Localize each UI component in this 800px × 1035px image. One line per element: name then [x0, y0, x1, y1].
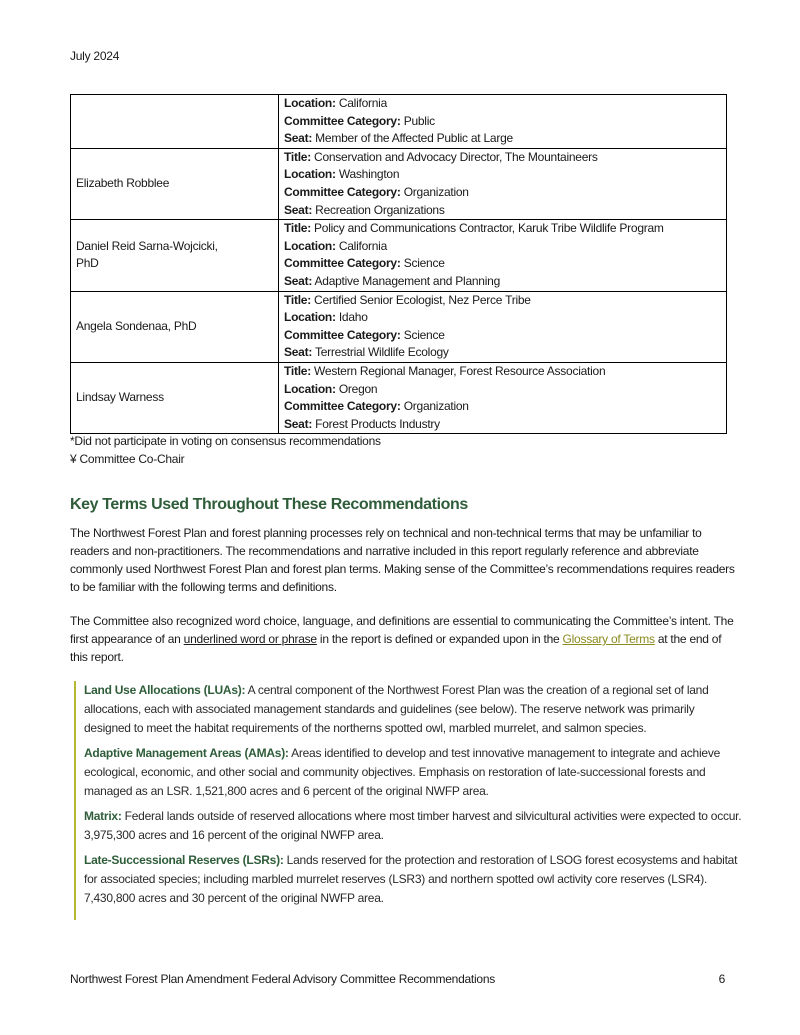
- detail-label: Location:: [284, 238, 336, 253]
- detail-label: Committee Category:: [284, 399, 401, 414]
- detail-value: Recreation Organizations: [312, 202, 445, 217]
- note-cochair: ¥ Committee Co-Chair: [70, 452, 185, 466]
- detail-line: [284, 363, 721, 381]
- detail-value: Western Regional Manager, Forest Resource Association: [310, 363, 606, 378]
- detail-label: Title:: [284, 221, 311, 236]
- definition-text: Federal lands outside of reserved allocations where most timber harvest and silvicultural activities were expected to occur. 3,975,300 acres and 16 percent of the original NWFP area.: [84, 809, 742, 842]
- detail-line: [284, 149, 721, 167]
- detail-line: [284, 327, 721, 345]
- member-details: [279, 220, 727, 291]
- detail-label: Title:: [284, 149, 311, 164]
- definition-text: Lands reserved for the protection and restoration of LSOG forest ecosystems and habitat for associated species; including marbled murrelet reserves (LSR3) and northern spotted owl activity core reserves (LSR4). 7,430,800 acres and 30 percent of the original NWFP area.: [84, 853, 738, 905]
- detail-value: Adaptive Management and Planning: [312, 273, 500, 288]
- definition-item: [84, 681, 744, 738]
- detail-value: Science: [400, 327, 445, 342]
- table-row: [71, 95, 727, 149]
- detail-label: Title:: [284, 363, 311, 378]
- definition-term: Matrix:: [84, 809, 122, 823]
- detail-line: [284, 344, 721, 362]
- detail-line: [284, 255, 721, 273]
- definition-text: Areas identified to develop and test innovative management to integrate and achieve ecological, economic, and other social and community objectives. Emphasis on restoration of late-successional forests and managed as an LSR. 1,521,800 acres and 6 percent of the original NWFP area.: [84, 746, 720, 798]
- detail-label: Committee Category:: [284, 113, 401, 128]
- glossary-link[interactable]: Glossary of Terms: [562, 632, 655, 646]
- detail-label: Committee Category:: [284, 256, 401, 271]
- glossary-paragraph: [70, 612, 735, 666]
- detail-line: [284, 273, 721, 291]
- detail-label: Seat:: [284, 131, 313, 146]
- member-name: Lindsay Warness: [71, 362, 279, 433]
- detail-value: Conservation and Advocacy Director, The Mountaineers: [310, 149, 598, 164]
- detail-line: [284, 381, 721, 399]
- detail-value: Terrestrial Wildlife Ecology: [312, 345, 449, 360]
- definition-term: Late-Successional Reserves (LSRs):: [84, 853, 284, 867]
- detail-label: Seat:: [284, 202, 313, 217]
- detail-line: [284, 184, 721, 202]
- detail-line: [284, 238, 721, 256]
- text: at the end of this report.: [70, 632, 722, 664]
- definition-item: [84, 744, 744, 801]
- member-name: Elizabeth Robblee: [71, 148, 279, 219]
- detail-line: [284, 416, 721, 434]
- definition-item: [84, 851, 744, 908]
- member-details: [279, 362, 727, 433]
- detail-line: [284, 95, 721, 113]
- committee-members-table: [70, 94, 727, 434]
- detail-label: Location:: [284, 310, 336, 325]
- detail-label: Committee Category:: [284, 184, 401, 199]
- detail-line: [284, 398, 721, 416]
- intro-paragraph: The Northwest Forest Plan and forest planning processes rely on technical and non-technical terms that may be unfamiliar to readers and non-practitioners. The recommendations and narrative included in this report regularly reference and abbreviate commonly used Northwest Forest Plan and forest plan terms. Making sense of the Committee’s recommendations requires readers to be familiar with the following terms and definitions.: [70, 526, 735, 594]
- detail-label: Committee Category:: [284, 327, 401, 342]
- page-number: 6: [718, 972, 725, 986]
- definition-term: Land Use Allocations (LUAs):: [84, 683, 246, 697]
- member-details: [279, 148, 727, 219]
- detail-label: Location:: [284, 381, 336, 396]
- detail-line: [284, 220, 721, 238]
- detail-label: Seat:: [284, 416, 313, 431]
- definition-text: A central component of the Northwest Forest Plan was the creation of a regional set of land allocations, each with associated management standards and guidelines (see below). The reserve network was primarily designed to meet the habitat requirements of the northerns spotted owl, marbled murrelet, and salmon species.: [84, 683, 709, 735]
- detail-value: Public: [400, 113, 435, 128]
- footer: [70, 972, 725, 986]
- detail-label: Location:: [284, 167, 336, 182]
- definition-item: [84, 807, 744, 845]
- detail-label: Seat:: [284, 345, 313, 360]
- table-row: [71, 362, 727, 433]
- detail-value: California: [335, 96, 388, 110]
- table-row: [71, 291, 727, 362]
- detail-value: Policy and Communications Contractor, Karuk Tribe Wildlife Program: [310, 221, 664, 236]
- header-date: July 2024: [70, 49, 120, 63]
- member-name: [71, 95, 279, 149]
- member-name: Daniel Reid Sarna-Wojcicki, PhD: [71, 220, 279, 291]
- member-details: [279, 95, 727, 149]
- definitions-block: [74, 681, 744, 920]
- detail-line: [284, 113, 721, 131]
- table-notes: [70, 432, 381, 468]
- detail-value: Member of the Affected Public at Large: [312, 131, 513, 146]
- footer-title: Northwest Forest Plan Amendment Federal Advisory Committee Recommendations: [70, 972, 496, 986]
- detail-value: Organization: [400, 184, 469, 199]
- detail-value: California: [335, 238, 388, 253]
- detail-value: Organization: [400, 399, 469, 414]
- detail-value: Idaho: [335, 310, 368, 325]
- detail-value: Washington: [335, 167, 400, 182]
- detail-value: Science: [400, 256, 445, 271]
- detail-line: [284, 130, 721, 148]
- underlined-example: underlined word or phrase: [183, 632, 317, 646]
- text: in the report is defined or expanded upon in the: [316, 632, 563, 646]
- detail-line: [284, 292, 721, 310]
- detail-label: Location:: [284, 96, 336, 110]
- detail-label: Title:: [284, 292, 311, 307]
- detail-line: [284, 166, 721, 184]
- note-voting: *Did not participate in voting on consensus recommendations: [70, 434, 381, 448]
- detail-value: Forest Products Industry: [312, 416, 440, 431]
- detail-line: [284, 202, 721, 220]
- table-row: [71, 220, 727, 291]
- member-details: [279, 291, 727, 362]
- definition-term: Adaptive Management Areas (AMAs):: [84, 746, 289, 760]
- detail-line: [284, 309, 721, 327]
- member-name: Angela Sondenaa, PhD: [71, 291, 279, 362]
- detail-value: Oregon: [335, 381, 378, 396]
- section-heading: Key Terms Used Throughout These Recommendations: [70, 496, 468, 513]
- detail-label: Seat:: [284, 273, 313, 288]
- text: The Committee also recognized word choice, language, and definitions are essential to communicating the Committee’s intent. The first appearance of an: [70, 614, 734, 646]
- table-row: [71, 148, 727, 219]
- detail-value: Certified Senior Ecologist, Nez Perce Tribe: [310, 292, 531, 307]
